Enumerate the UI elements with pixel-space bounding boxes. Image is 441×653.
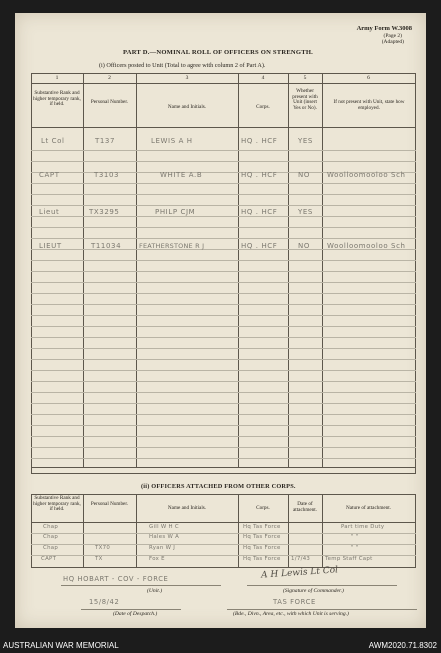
cell-corps: HQ . HCF <box>241 208 278 216</box>
cell-name: PHILP CJM <box>155 208 196 216</box>
form-page-number: (Page 2) <box>383 33 402 39</box>
cell-employed: Woolloomooloo Sch <box>327 242 406 250</box>
cell-number: TX70 <box>95 545 111 551</box>
cell-corps: HQ . HCF <box>241 242 278 250</box>
cell-employed: Woolloomooloo Sch <box>327 171 406 179</box>
attached-header-personal-number: Personal Number. <box>90 501 129 507</box>
unit-name: HQ HOBART - COV - FORCE <box>63 575 169 583</box>
archive-name: AUSTRALIAN WAR MEMORIAL <box>3 641 119 650</box>
form-subtitle: (i) Officers posted to Unit (Total to agree with column 2 of Part A). <box>99 62 266 69</box>
cell-name: FEATHERSTONE R J <box>139 242 205 250</box>
header-employed: If not present with Unit, state how employed. <box>333 99 405 111</box>
cell-corps: Hq Tas Force <box>243 524 281 530</box>
cell-number: T137 <box>95 137 116 145</box>
cell-rank: CAPT <box>39 171 60 179</box>
cell-date: 1/7/43 <box>291 556 311 562</box>
cell-rank: CAPT <box>41 556 57 562</box>
header-name: Name and Initials. <box>167 104 207 110</box>
header-personal-number: Personal Number. <box>90 99 129 105</box>
header-corps: Corps. <box>256 104 270 110</box>
cell-present: NO <box>298 242 310 250</box>
cell-present: NO <box>298 171 310 179</box>
col-number: 1 <box>55 75 59 81</box>
form-number: Army Form W.3008 <box>356 25 412 32</box>
header-rank: Substantive Rank and higher temporary rank, if held. <box>33 90 81 108</box>
cell-rank: Chap <box>43 545 59 551</box>
cell-corps: HQ . HCF <box>241 171 278 179</box>
cell-name: Ryan W J <box>149 545 176 551</box>
archive-footer <box>0 638 441 653</box>
formation-name: TAS FORCE <box>273 598 316 606</box>
attached-header-corps: Corps. <box>256 505 270 511</box>
attached-header-date: Date of attachment. <box>292 501 318 513</box>
cell-number: TX3295 <box>89 208 120 216</box>
attached-header-name: Name and Initials. <box>167 505 207 511</box>
despatch-date-label: (Date of Despatch.) <box>113 611 158 617</box>
col-number: 6 <box>367 75 370 81</box>
cell-nature: Part time Duty <box>341 524 385 530</box>
cell-rank: Chap <box>43 534 59 540</box>
col-number: 3 <box>185 75 189 81</box>
cell-name: LEWIS A H <box>151 137 193 145</box>
form-adapted: (Adapted) <box>381 39 404 45</box>
attached-officers-title: (ii) OFFICERS ATTACHED FROM OTHER CORPS. <box>141 483 296 490</box>
cell-rank: Lieut <box>39 208 60 216</box>
cell-rank: Chap <box>43 524 59 530</box>
despatch-date: 15/8/42 <box>89 598 120 606</box>
cell-name: Gill W H C <box>149 524 179 530</box>
cell-number: T3103 <box>94 171 120 179</box>
cell-corps: Hq Tas Force <box>243 534 281 540</box>
cell-name: Hales W A <box>149 534 180 540</box>
commander-signature: A H Lewis Lt Col <box>260 565 339 581</box>
cell-corps: Hq Tas Force <box>243 545 281 551</box>
cell-number: T11034 <box>91 242 122 250</box>
formation-label: (Bde., Divn., Area, etc., with which Unit is serving.) <box>233 611 349 617</box>
cell-nature: " " <box>351 545 359 551</box>
col-number: 5 <box>303 75 307 81</box>
form-page <box>15 13 426 628</box>
form-title: PART D.—NOMINAL ROLL OF OFFICERS ON STRENGTH. <box>123 49 313 56</box>
cell-name: WHITE A.B <box>160 171 203 179</box>
col-number: 4 <box>261 75 265 81</box>
cell-name: Fox E <box>149 556 165 562</box>
cell-nature: " " <box>351 534 359 540</box>
col-number: 2 <box>108 75 111 81</box>
header-present: Whether present with Unit (insert Yes or No). <box>292 88 318 111</box>
cell-corps: Hq Tas Force <box>243 556 281 562</box>
cell-corps: HQ . HCF <box>241 137 278 145</box>
attached-header-rank: Substantive Rank and higher temporary rank, if held. <box>33 495 81 513</box>
archive-reference: AWM2020.71.8302 <box>368 641 437 650</box>
unit-label: (Unit.) <box>147 588 163 594</box>
cell-rank: LIEUT <box>39 242 62 250</box>
cell-nature: Temp Staff Capt <box>325 556 373 562</box>
signature-label: (Signature of Commander.) <box>283 588 344 594</box>
cell-present: YES <box>298 137 313 145</box>
attached-header-nature: Nature of attachment. <box>345 505 392 511</box>
cell-rank: Lt Col <box>41 137 65 145</box>
cell-number: TX <box>95 556 103 562</box>
cell-present: YES <box>298 208 313 216</box>
